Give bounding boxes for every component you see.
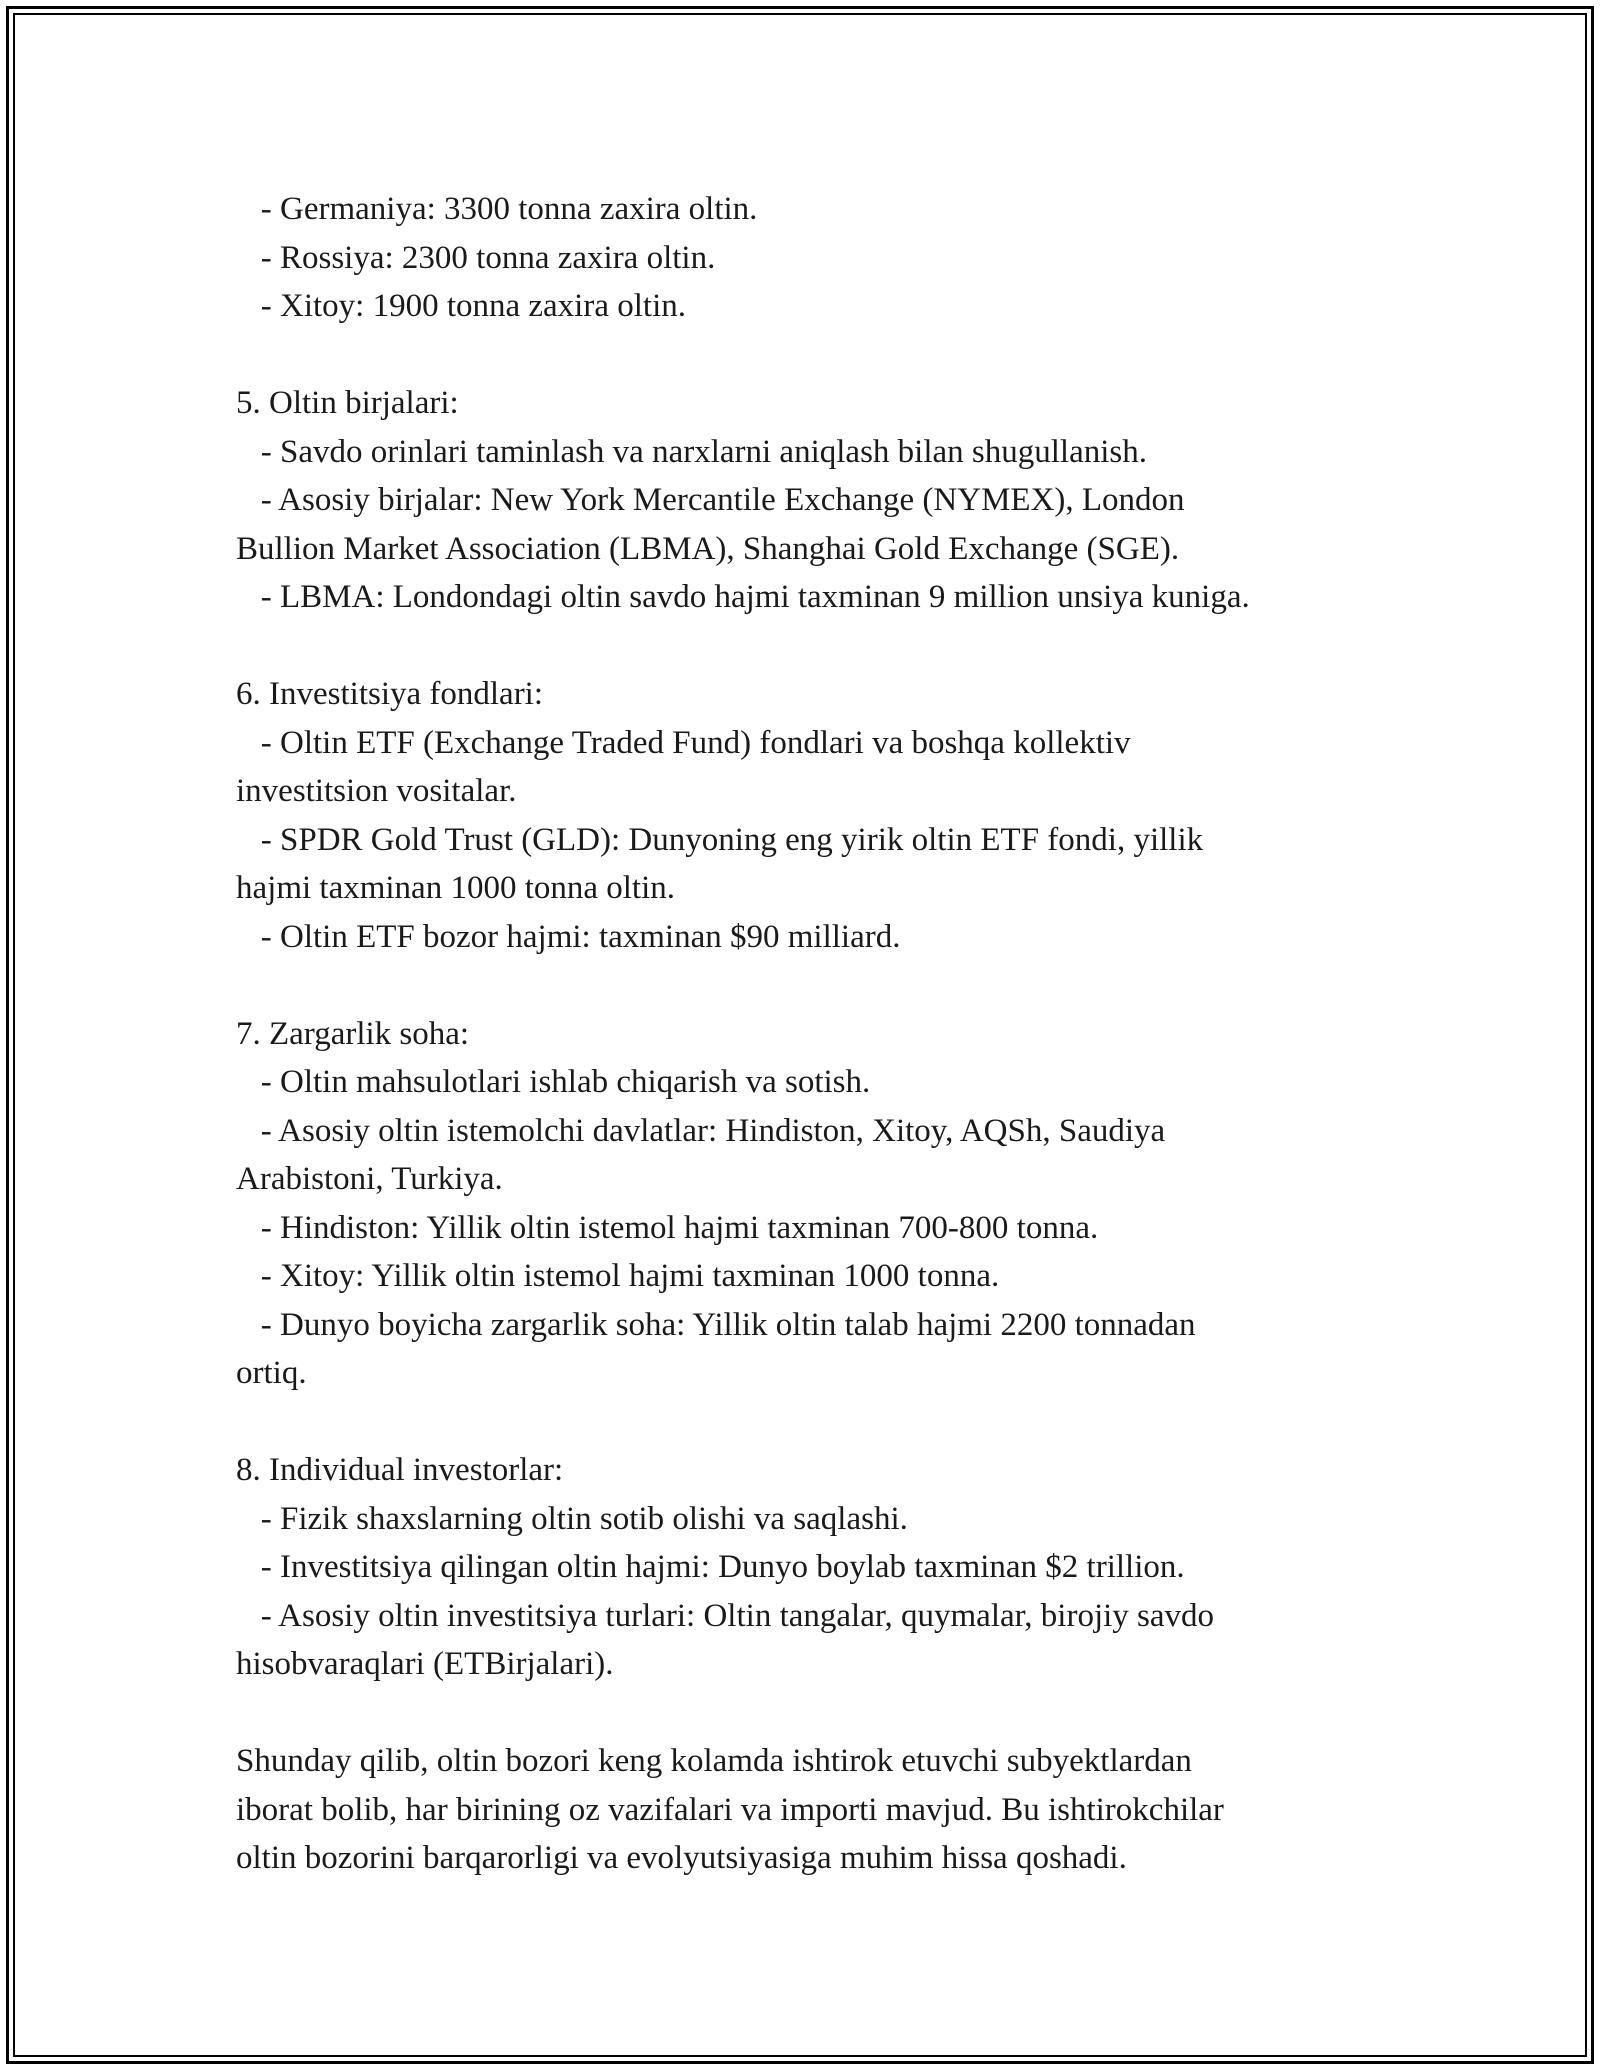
text-line: - Xitoy: Yillik oltin istemol hajmi taxminan 1000 tonna.: [236, 1258, 1000, 1294]
text-line: hajmi taxminan 1000 tonna oltin.: [236, 870, 676, 906]
text-line: Bullion Market Association (LBMA), Shanghai Gold Exchange (SGE).: [236, 530, 1180, 567]
document-body: [236, 185, 1416, 1883]
text-block: [236, 1446, 1416, 1689]
text-line: - SPDR Gold Trust (GLD): Dunyoning eng yirik oltin ETF fondi, yillik: [236, 821, 1204, 858]
text-line: iborat bolib, har birining oz vazifalari va importi mavjud. Bu ishtirokchilar: [236, 1791, 1224, 1828]
text-line: - Xitoy: 1900 tonna zaxira oltin.: [236, 288, 686, 324]
text-line: - Fizik shaxslarning oltin sotib olishi va saqlashi.: [236, 1500, 908, 1537]
text-line: - Asosiy oltin investitsiya turlari: Oltin tangalar, quymalar, birojiy savdo: [236, 1597, 1215, 1634]
text-line: Arabistoni, Turkiya.: [236, 1161, 503, 1197]
text-line: - Germaniya: 3300 tonna zaxira oltin.: [236, 191, 758, 227]
text-line: hisobvaraqlari (ETBirjalari).: [236, 1646, 614, 1682]
text-line: 8. Individual investorlar:: [236, 1452, 564, 1488]
paragraph-gap: [236, 1689, 1416, 1738]
text-line: - Oltin ETF bozor hajmi: taxminan $90 milliard.: [236, 918, 901, 955]
text-block: [236, 379, 1416, 622]
text-line: - LBMA: Londondagi oltin savdo hajmi taxminan 9 million unsiya kuniga.: [236, 579, 1250, 615]
text-line: - Asosiy oltin istemolchi davlatlar: Hindiston, Xitoy, AQSh, Saudiya: [236, 1112, 1166, 1149]
text-line: - Asosiy birjalar: New York Mercantile Exchange (NYMEX), London: [236, 482, 1185, 518]
text-line: - Investitsiya qilingan oltin hajmi: Dunyo boylab taxminan $2 trillion.: [236, 1549, 1185, 1585]
text-line: ortiq.: [236, 1355, 307, 1391]
text-block: [236, 185, 1416, 331]
text-line: investitsion vositalar.: [236, 773, 517, 809]
text-line: - Savdo orinlari taminlash va narxlarni aniqlash bilan shugullanish.: [236, 433, 1147, 470]
paragraph-gap: [236, 1398, 1416, 1447]
text-line: 7. Zargarlik soha:: [236, 1015, 470, 1052]
text-line: - Dunyo boyicha zargarlik soha: Yillik oltin talab hajmi 2200 tonnadan: [236, 1306, 1196, 1343]
text-line: Shunday qilib, oltin bozori keng kolamda ishtirok etuvchi subyektlardan: [236, 1743, 1192, 1779]
text-line: - Oltin mahsulotlari ishlab chiqarish va sotish.: [236, 1064, 871, 1100]
paragraph-gap: [236, 331, 1416, 380]
paragraph-gap: [236, 622, 1416, 671]
text-line: - Rossiya: 2300 tonna zaxira oltin.: [236, 239, 716, 276]
text-block: [236, 1737, 1416, 1883]
paragraph-gap: [236, 961, 1416, 1010]
text-line: - Hindiston: Yillik oltin istemol hajmi taxminan 700-800 tonna.: [236, 1209, 1099, 1246]
text-line: 5. Oltin birjalari:: [236, 385, 459, 421]
text-line: oltin bozorini barqarorligi va evolyutsiyasiga muhim hissa qoshadi.: [236, 1840, 1127, 1876]
text-block: [236, 1010, 1416, 1398]
text-block: [236, 670, 1416, 961]
text-line: 6. Investitsiya fondlari:: [236, 676, 544, 712]
text-line: - Oltin ETF (Exchange Traded Fund) fondlari va boshqa kollektiv: [236, 724, 1131, 761]
